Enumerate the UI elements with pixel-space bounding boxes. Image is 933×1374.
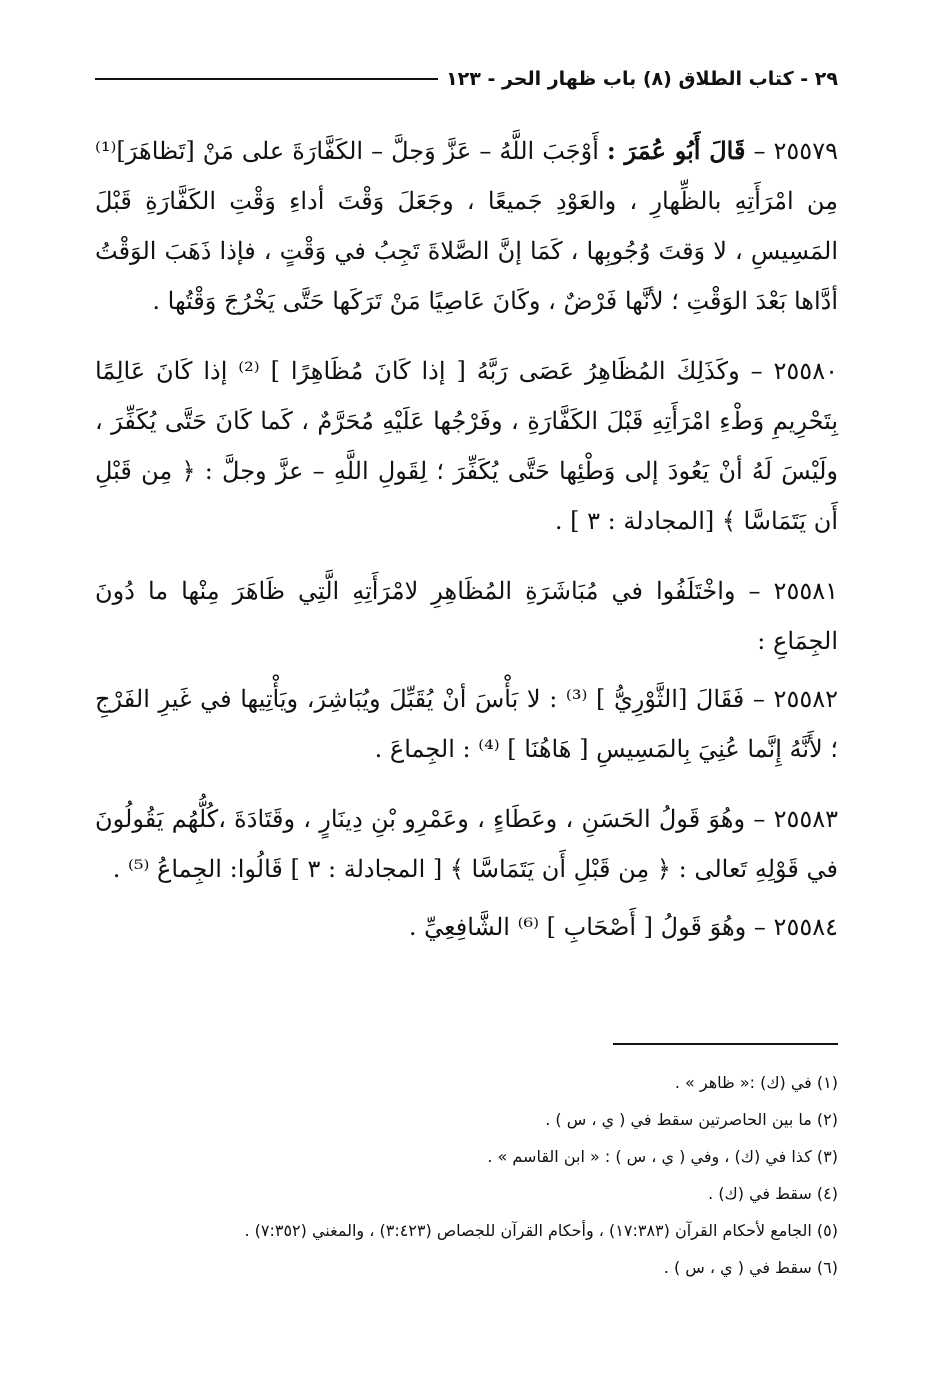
paragraph-text: وهُوَ قَولُ [ أَصْحَابِ ] ⁽⁶⁾ الشَّافِعِيِّ . xyxy=(408,913,747,941)
footnote-4: (٤) سقط في (ك) . xyxy=(708,1184,838,1203)
footnotes xyxy=(95,1064,838,1286)
footnote-3: (٣) كذا في (ك) ، وفي ( ي ، س ) : « ابن القاسم » . xyxy=(487,1147,838,1166)
footnote-2: (٢) ما بين الحاصرتين سقط في ( ي ، س ) . xyxy=(545,1110,838,1129)
speaker-name: قَالَ أَبُو عُمَرَ : xyxy=(606,136,746,165)
paragraph-25583 xyxy=(95,794,838,894)
running-header xyxy=(95,64,838,94)
paragraph-number: ٢٥٥٧٩ – xyxy=(753,137,838,165)
paragraph-text: وهُوَ قَولُ الحَسَنِ ، وعَطَاءٍ ، وعَمْرِو بْنِ دِينَارٍ ، وقَتَادَةَ ،كُلُّهُم يَقُولُونَ في قَوْلِهِ تَعالى : ﴿ مِن قَبْلِ أَن يَتَمَاسَّا ﴾ [ المجادلة : ٣ ] قَالُوا: الجِماعُ ⁽⁵⁾ . xyxy=(95,805,838,883)
header-rule xyxy=(95,78,438,80)
footnote-divider xyxy=(613,1043,838,1045)
paragraph-number: ٢٥٥٨١ – xyxy=(748,577,838,605)
paragraph-25581 xyxy=(95,566,838,666)
paragraph-25579 xyxy=(95,126,838,326)
main-text xyxy=(95,126,838,972)
footnote-5: (٥) الجامع لأحكام القرآن (١٧:٣٨٣) ، وأحكام القرآن للجصاص (٣:٤٢٣) ، والمغني (٧:٣٥٢) . xyxy=(244,1221,838,1240)
paragraph-number: ٢٥٥٨٤ – xyxy=(753,913,838,941)
paragraph-number: ٢٥٥٨٢ – xyxy=(752,685,838,713)
paragraph-text: فَقَالَ [الثَّوْرِيُّ ] ⁽³⁾ : لا بَأْسَ أنْ يُقَبِّلَ ويُبَاشِرَ، ويَأْتِيها في غَيرِ الفَرْجِ ؛ لأَنَّهُ إِنَّما عُنِيَ بِالمَسِيسِ [ هَاهُنَا ] ⁽⁴⁾ : الجِماعَ . xyxy=(95,685,838,763)
running-title: ٢٩ - كتاب الطلاق (٨) باب ظهار الحر - ١٢٣ xyxy=(446,68,838,90)
paragraph-number: ٢٥٥٨٣ – xyxy=(753,805,839,833)
paragraph-25580 xyxy=(95,346,838,546)
paragraph-25584 xyxy=(95,902,838,952)
paragraph-number: ٢٥٥٨٠ – xyxy=(750,357,838,385)
paragraph-text: وكَذَلِكَ المُظَاهِرُ عَصَى رَبَّهُ [ إذا كَانَ مُظَاهِرًا ] ⁽²⁾ إذا كَانَ عَالِمًا بِتَحْرِيمِ وَطْءِ امْرَأَتِهِ قَبْلَ الكَفَّارَةِ ، وفَرْجُها عَلَيْهِ مُحَرَّمٌ ، كَما كَانَ حَتَّى يُكَفِّرَ ، ولَيْسَ لَهُ أنْ يَعُودَ إلى وَطْئِها حَتَّى يُكَفِّرَ ؛ لِقَولِ اللَّهِ – عزَّ وجلَّ : ﴿ مِن قَبْلِ أَن يَتَمَاسَّا ﴾ [المجادلة : ٣ ] . xyxy=(95,357,838,535)
paragraph-25582 xyxy=(95,674,838,774)
paragraph-text: أَوْجَبَ اللَّهُ – عَزَّ وَجلَّ – الكَفَّارَةَ على مَنْ [تَظاهَرَ]⁽¹⁾ مِن امْرَأَتِهِ بالظِّهارِ ، والعَوْدِ جَميعًا ، وجَعَلَ وَقْتَ أداءِ وَقْتِ الكَفَّارَةِ قَبْلَ المَسِيسِ ، لا وَقتَ وُجُوبِها ، كَمَا إنَّ الصَّلاةَ تَجِبُ في وَقْتٍ ، فإذا ذَهَبَ الوَقْتُ أدَّاها بَعْدَ الوَقْتِ ؛ لأنَّها فَرْضٌ ، وكَانَ عَاصِيًا مَنْ تَرَكَها حَتَّى يَخْرُجَ وَقْتُها . xyxy=(95,137,838,315)
footnote-1: (١) في (ك) :« ظاهر » . xyxy=(674,1073,838,1092)
paragraph-text: واخْتَلَفُوا في مُبَاشَرَةِ المُظَاهِرِ لامْرَأَتِهِ الَّتِي ظَاهَرَ مِنْها ما دُونَ الجِمَاعِ : xyxy=(95,577,838,655)
footnote-6: (٦) سقط في ( ي ، س ) . xyxy=(663,1258,838,1277)
